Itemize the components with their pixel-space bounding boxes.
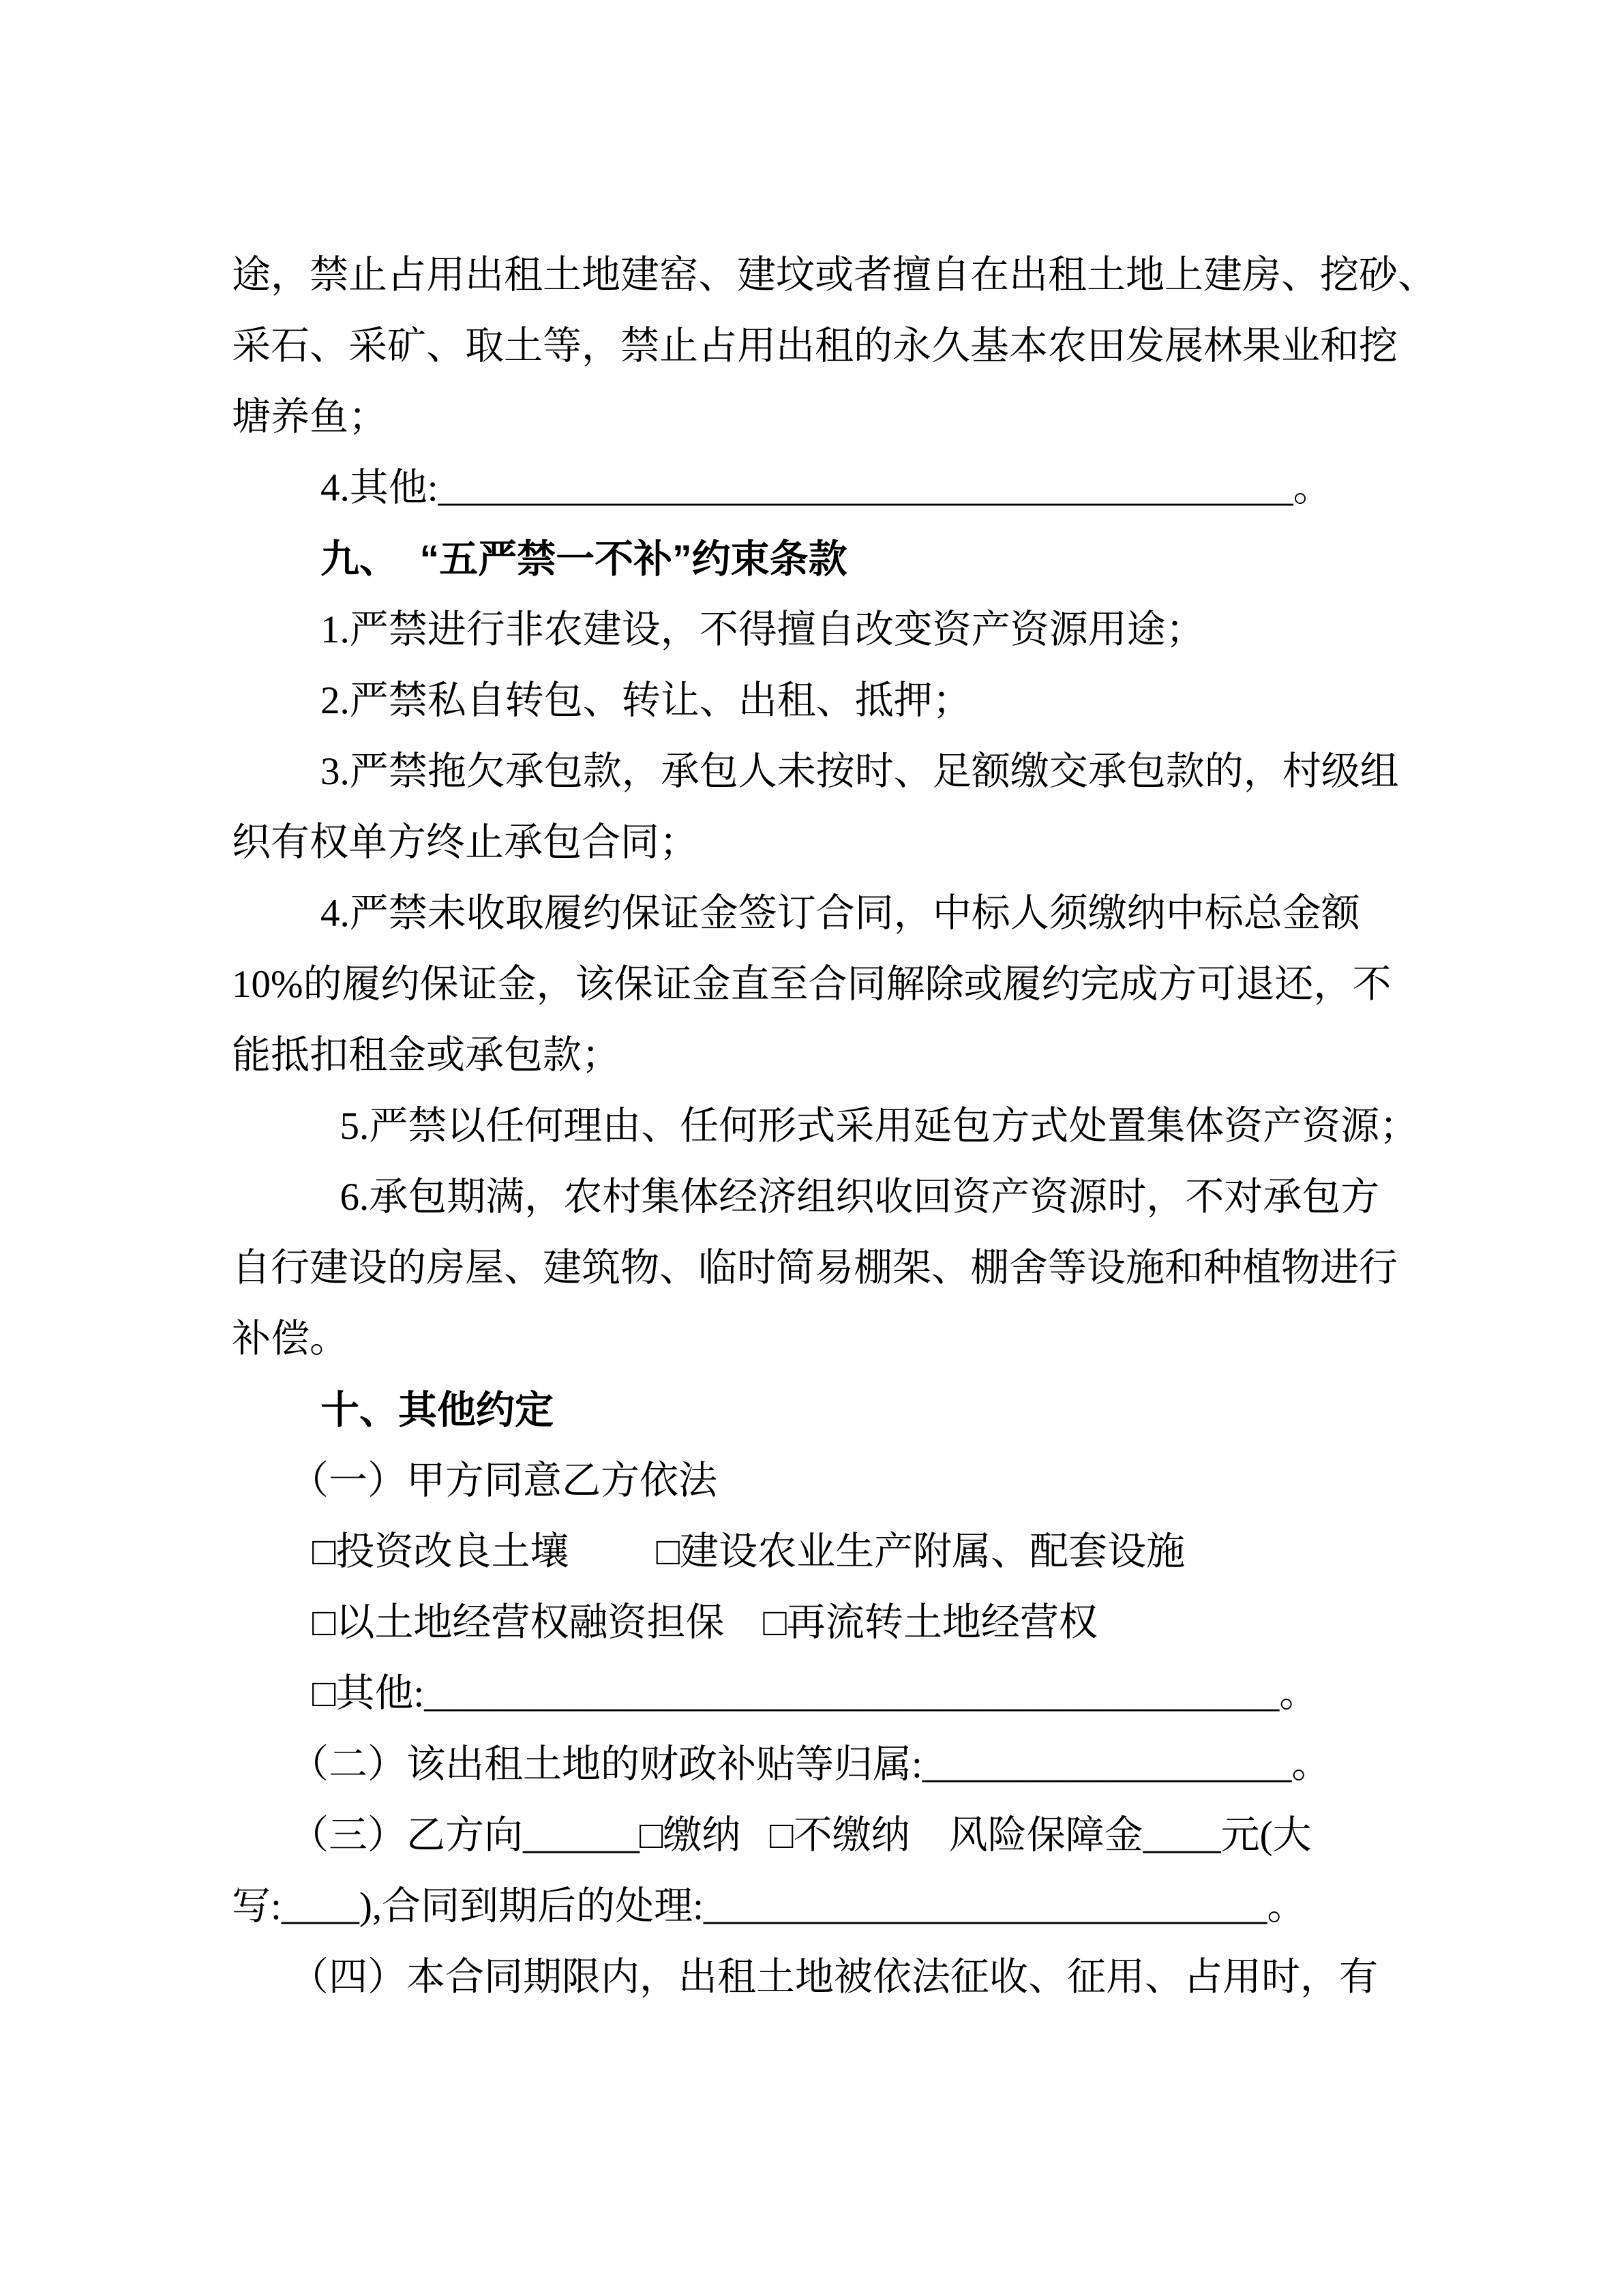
- doc-line-item-3: （三）乙方向______□缴纳 □不缴纳 风险保障金____元(大: [290, 1814, 1312, 1857]
- doc-line-clause-1: 1.严禁进行非农建设，不得擅自改变资产资源用途；: [320, 608, 1205, 651]
- contract-text-block: [232, 240, 1437, 2013]
- doc-line-item-1: （一）甲方同意乙方依法: [290, 1459, 717, 1502]
- doc-line-clause-4: 4.严禁未收取履约保证金签订合同，中标人须缴纳中标总金额: [320, 892, 1360, 935]
- doc-line: 塘养鱼；: [232, 396, 387, 438]
- doc-line-checkbox-other: □其他:____________________________________________。: [312, 1672, 1319, 1715]
- doc-line-clause-5: 5.严禁以任何理由、任何形式采用延包方式处置集体资产资源；: [320, 1105, 1419, 1148]
- doc-line: 采石、采矿、取土等，禁止占用出租的永久基本农田发展林果业和挖: [232, 325, 1398, 368]
- doc-line: 写:____),合同到期后的处理:_____________________________。: [232, 1885, 1306, 1928]
- doc-line: 织有权单方终止承包合同；: [232, 821, 698, 864]
- doc-line-other-blank: 4.其他:____________________________________________。: [320, 466, 1332, 509]
- doc-line-clause-6: 6.承包期满，农村集体经济组织收回资产资源时，不对承包方: [320, 1176, 1380, 1219]
- doc-line: 途，禁止占用出租土地建窑、建坟或者擅自在出租土地上建房、挖砂、: [232, 254, 1437, 297]
- doc-line: 补偿。: [232, 1317, 348, 1360]
- doc-line: 能抵扣租金或承包款；: [232, 1034, 620, 1077]
- section-heading-nine: 九、 “五严禁一不补”约束条款: [320, 537, 847, 581]
- section-heading-ten: 十、其他约定: [320, 1388, 554, 1432]
- doc-line: 自行建设的房屋、建筑物、临时简易棚架、棚舍等设施和种植物进行: [232, 1247, 1398, 1289]
- doc-line-item-2: （二）该出租土地的财政补贴等归属:___________________。: [290, 1743, 1331, 1786]
- doc-line-checkbox-row-2: □以土地经营权融资担保 □再流转土地经营权: [312, 1601, 1098, 1644]
- doc-line-clause-3: 3.严禁拖欠承包款，承包人未按时、足额缴交承包款的，村级组: [320, 750, 1399, 793]
- doc-line-clause-2: 2.严禁私自转包、转让、出租、抵押；: [320, 679, 972, 722]
- doc-line-checkbox-row-1: □投资改良土壤 □建设农业生产附属、配套设施: [312, 1530, 1186, 1573]
- doc-line: 10%的履约保证金，该保证金直至合同解除或履约完成方可退还，不: [232, 963, 1392, 1006]
- doc-line-item-4: （四）本合同期限内，出租土地被依法征收、征用、占用时，有: [290, 1956, 1378, 1999]
